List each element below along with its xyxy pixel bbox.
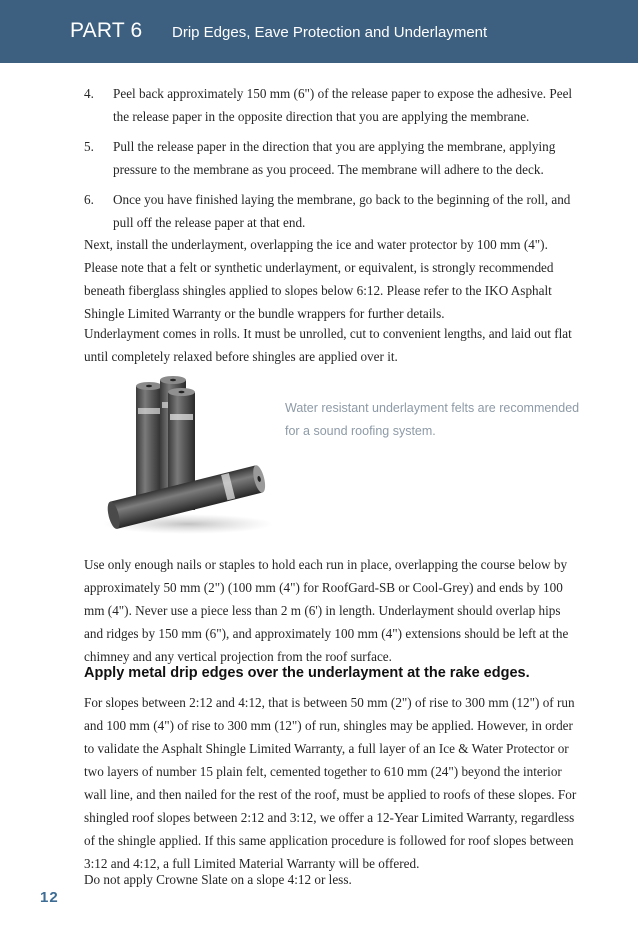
step-number: 5. bbox=[84, 139, 94, 154]
step-text: Peel back approximately 150 mm (6") of the release paper to expose the adhesive. Peel the release paper in the opposite direction that you are applying the membrane. bbox=[113, 86, 573, 124]
drip-edges-heading: Apply metal drip edges over the underlayment at the rake edges. bbox=[84, 665, 530, 681]
slopes-paragraph: For slopes between 2:12 and 4:12, that is between 50 mm (2") of rise to 300 mm (12") of run and 100 mm (4") of rise to 300 mm (12") of run, shingles may be applied. However, in order to validate the Asphalt Shingle Limited Warranty, a full layer of an Ice & Water Protector or two layers of number 15 plain felt, cemented together to 610 mm (24") beyond the interior wall line, and then nailed for the rest of the roof, must be applied to roofs of these slopes. For shingled roof slopes between 2:12 and 3:12, we offer a 12-Year Limited Warranty, regardless of the shingle applied. If this same application procedure is followed for roof slopes between 3:12 and 4:12, a full Limited Material Warranty will be offered. bbox=[84, 695, 577, 871]
list-item bbox=[84, 188, 574, 234]
list-item bbox=[84, 135, 574, 181]
rolls-paragraph: Underlayment comes in rolls. It must be unrolled, cut to convenient lengths, and laid out flat until completely relaxed before shingles are applied over it. bbox=[84, 326, 572, 364]
part-label: PART 6 bbox=[70, 19, 143, 42]
step-number: 6. bbox=[84, 192, 94, 207]
nails-paragraph: Use only enough nails or staples to hold each run in place, overlapping the course below by approximately 50 mm (2") (100 mm (4") for RoofGard-SB or Cool-Grey) and ends by 100 mm (4"). Never use a piece less than 2 m (6') in length. Underlayment should overlap hips and ridges by 150 mm (6"), and approximately 100 mm (4") extensions should be left at the chimney and any vertical projection from the roof surface. bbox=[84, 557, 569, 664]
crowne-slate-note: Do not apply Crowne Slate on a slope 4:12 or less. bbox=[84, 872, 352, 887]
steps-list bbox=[84, 82, 574, 241]
step-number: 4. bbox=[84, 86, 94, 101]
list-item bbox=[84, 82, 574, 128]
page-number: 12 bbox=[40, 889, 59, 906]
step-text: Pull the release paper in the direction that you are applying the membrane, applying pressure to the membrane as you proceed. The membrane will adhere to the deck. bbox=[113, 139, 556, 177]
step-text: Once you have finished laying the membrane, go back to the beginning of the roll, and pull off the release paper at that end. bbox=[113, 192, 571, 230]
underlayment-install-paragraph: Next, install the underlayment, overlapping the ice and water protector by 100 mm (4"). Please note that a felt or synthetic underlayment, or equivalent, is strongly recommended beneath fiberglass shingles applied to slopes below 6:12. Please refer to the IKO Asphalt Shingle Limited Warranty or the bundle wrappers for further details. bbox=[84, 237, 554, 321]
section-title: Drip Edges, Eave Protection and Underlayment bbox=[172, 24, 488, 41]
page-header bbox=[0, 0, 638, 63]
underlayment-rolls-image bbox=[98, 372, 273, 537]
image-caption: Water resistant underlayment felts are recommended for a sound roofing system. bbox=[285, 401, 580, 438]
